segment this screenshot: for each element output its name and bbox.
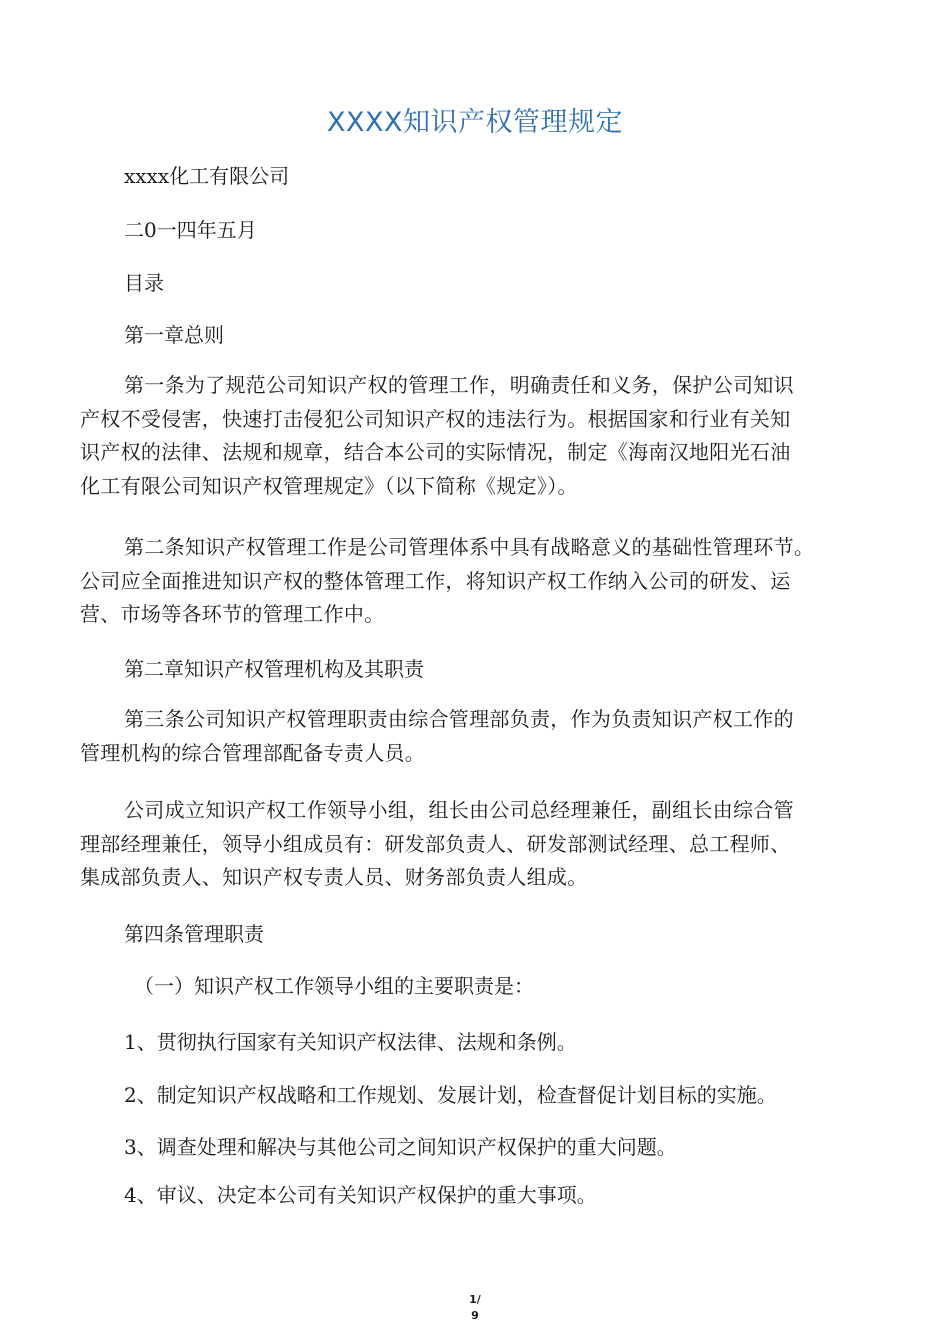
document-title: XXXX知识产权管理规定 <box>327 107 623 138</box>
paragraph-line: 化工有限公司知识产权管理规定》（以下简称《规定》）。 <box>80 473 578 498</box>
list-item: 3、调查处理和解决与其他公司之间知识产权保护的重大问题。 <box>124 1135 677 1159</box>
list-item: 1、贯彻执行国家有关知识产权法律、法规和条例。 <box>124 1030 577 1054</box>
toc-label: 目录 <box>124 271 164 295</box>
chapter-2-heading: 第二章知识产权管理机构及其职责 <box>124 657 424 681</box>
section-1-heading: （一）知识产权工作领导小组的主要职责是： <box>134 974 534 998</box>
paragraph-line: 公司成立知识产权工作领导小组，组长由公司总经理兼任，副组长由综合管 <box>124 798 794 822</box>
paragraph-line: 第二条知识产权管理工作是公司管理体系中具有战略意义的基础性管理环节。 <box>124 535 815 559</box>
paragraph-line: 产权不受侵害，快速打击侵犯公司知识产权的违法行为。根据国家和行业有关知 <box>80 406 791 431</box>
paragraph-line: 识产权的法律、法规和规章，结合本公司的实际情况，制定《海南汉地阳光石油 <box>80 440 791 464</box>
paragraph-line: 第三条公司知识产权管理职责由综合管理部负责，作为负责知识产权工作的 <box>124 707 794 731</box>
article-3-paragraph <box>80 703 870 770</box>
article-2-paragraph <box>80 531 870 632</box>
article-1-paragraph <box>80 369 870 503</box>
page-number-total: 9 <box>471 1309 479 1322</box>
leading-group-paragraph <box>80 794 870 895</box>
paragraph-line: 第一条为了规范公司知识产权的管理工作，明确责任和义务，保护公司知识 <box>124 373 794 397</box>
paragraph-line: 管理机构的综合管理部配备专责人员。 <box>80 740 426 765</box>
paragraph-line: 营、市场等各环节的管理工作中。 <box>80 602 385 626</box>
document-date: 二0一四年五月 <box>124 218 257 242</box>
paragraph-line: 集成部负责人、知识产权专责人员、财务部负责人组成。 <box>80 865 588 889</box>
company-name: xxxx化工有限公司 <box>124 164 290 188</box>
paragraph-line: 公司应全面推进知识产权的整体管理工作，将知识产权工作纳入公司的研发、运 <box>80 568 791 593</box>
page-number-current: 1/ <box>469 1293 481 1306</box>
list-item: 2、制定知识产权战略和工作规划、发展计划，检查督促计划目标的实施。 <box>124 1083 777 1107</box>
article-4-heading: 第四条管理职责 <box>124 922 264 946</box>
chapter-1-heading: 第一章总则 <box>124 323 224 347</box>
paragraph-line: 理部经理兼任，领导小组成员有：研发部负责人、研发部测试经理、总工程师、 <box>80 831 791 856</box>
list-item: 4、审议、决定本公司有关知识产权保护的重大事项。 <box>124 1183 597 1207</box>
